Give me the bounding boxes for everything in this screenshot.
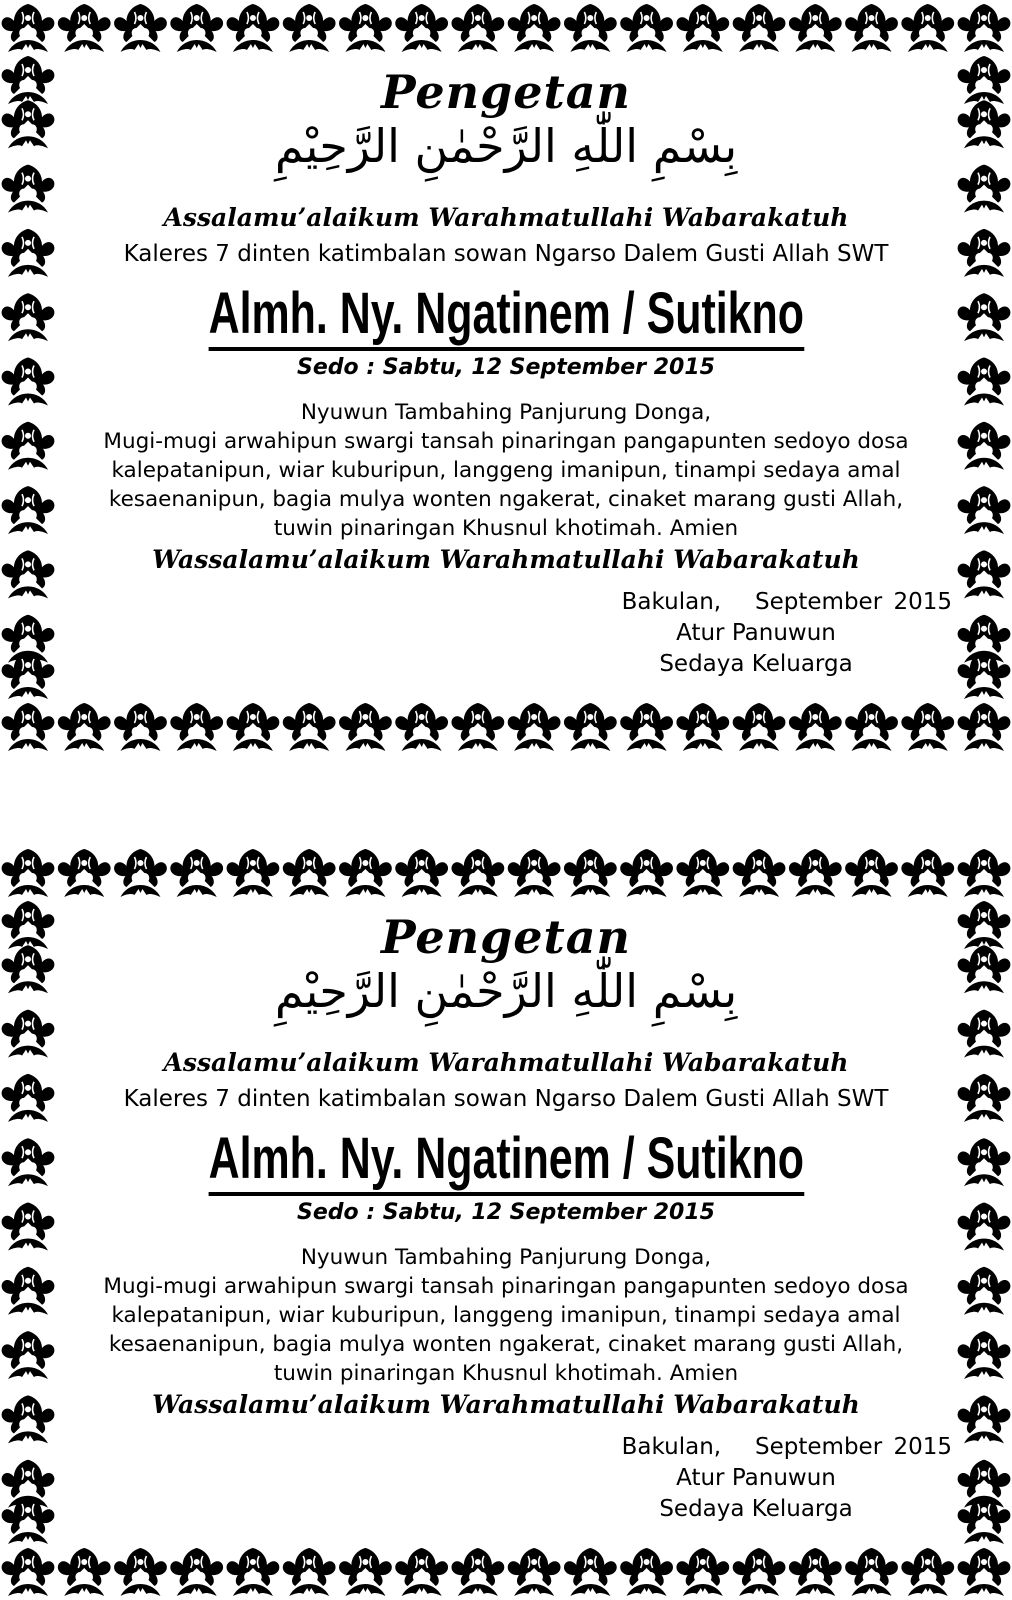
floral-ornament-icon <box>2 486 55 534</box>
floral-ornament-icon <box>227 849 280 897</box>
floral-ornament-icon <box>958 1395 1011 1443</box>
floral-ornament-icon <box>451 1548 504 1596</box>
floral-ornament-icon <box>958 550 1011 598</box>
floral-ornament-icon <box>451 849 504 897</box>
place-date: Bakulan, September 2015 <box>621 1434 952 1460</box>
floral-ornament-icon <box>901 703 954 751</box>
floral-ornament-icon <box>339 703 392 751</box>
floral-ornament-icon <box>2 651 55 699</box>
family-line: Sedaya Keluarga <box>659 1496 853 1522</box>
floral-ornament-icon <box>508 1548 561 1596</box>
floral-ornament-icon <box>283 849 336 897</box>
card-content <box>60 900 952 1545</box>
floral-ornament-icon <box>283 1548 336 1596</box>
floral-ornament-icon <box>958 100 1011 148</box>
floral-ornament-icon <box>620 703 673 751</box>
floral-ornament-icon <box>958 293 1011 341</box>
closing-greeting: Wassalamu’alaikum Warahmatullahi Wabarakatuh <box>152 545 860 574</box>
floral-ornament-icon <box>901 1548 954 1596</box>
prayer-line: Mugi-mugi arwahipun swargi tansah pinaringan pangapunten sedoyo dosa <box>103 429 909 454</box>
floral-ornament-icon <box>2 1203 55 1251</box>
floral-ornament-icon <box>958 229 1011 277</box>
floral-ornament-icon <box>114 1548 167 1596</box>
floral-ornament-icon <box>789 1548 842 1596</box>
floral-ornament-icon <box>733 849 786 897</box>
floral-ornament-icon <box>958 1267 1011 1315</box>
floral-ornament-icon <box>170 4 223 52</box>
floral-ornament-icon <box>901 849 954 897</box>
floral-ornament-icon <box>2 849 55 897</box>
floral-ornament-icon <box>845 4 898 52</box>
floral-ornament-icon <box>2 422 55 470</box>
floral-ornament-icon <box>58 703 111 751</box>
floral-ornament-icon <box>395 4 448 52</box>
floral-ornament-icon <box>170 849 223 897</box>
floral-ornament-icon <box>901 4 954 52</box>
floral-ornament-icon <box>451 703 504 751</box>
floral-ornament-icon <box>620 4 673 52</box>
floral-ornament-icon <box>958 1203 1011 1251</box>
floral-ornament-icon <box>2 550 55 598</box>
floral-ornament-icon <box>114 703 167 751</box>
floral-ornament-icon <box>2 293 55 341</box>
card-content <box>60 55 952 700</box>
floral-ornament-icon <box>58 4 111 52</box>
floral-ornament-icon <box>958 56 1011 104</box>
floral-ornament-icon <box>283 703 336 751</box>
thanks-line: Atur Panuwun <box>676 620 836 646</box>
floral-ornament-icon <box>395 703 448 751</box>
floral-ornament-icon <box>2 1496 55 1544</box>
floral-ornament-icon <box>227 1548 280 1596</box>
floral-ornament-icon <box>733 1548 786 1596</box>
floral-ornament-icon <box>170 1548 223 1596</box>
floral-ornament-icon <box>958 486 1011 534</box>
floral-ornament-icon <box>451 4 504 52</box>
floral-ornament-icon <box>227 4 280 52</box>
prayer-text <box>60 1243 952 1388</box>
floral-ornament-icon <box>339 1548 392 1596</box>
place-date: Bakulan, September 2015 <box>621 589 952 615</box>
floral-ornament-icon <box>114 849 167 897</box>
floral-ornament-icon <box>789 849 842 897</box>
prayer-line: tuwin pinaringan Khusnul khotimah. Amien <box>273 1361 739 1386</box>
floral-ornament-icon <box>958 1331 1011 1379</box>
floral-ornament-icon <box>958 422 1011 470</box>
floral-ornament-icon <box>2 4 55 52</box>
floral-ornament-icon <box>2 100 55 148</box>
opening-greeting: Assalamu’alaikum Warahmatullahi Wabarakatuh <box>163 1048 849 1077</box>
memorial-card <box>0 845 1012 1600</box>
intro-line: Kaleres 7 dinten katimbalan sowan Ngarso Dalem Gusti Allah SWT <box>123 241 889 267</box>
closing-greeting: Wassalamu’alaikum Warahmatullahi Wabarakatuh <box>152 1390 860 1419</box>
prayer-line: kesaenanipun, bagia mulya wonten ngakerat, cinaket marang gusti Allah, <box>108 1332 904 1357</box>
floral-ornament-icon <box>2 1010 55 1058</box>
floral-ornament-icon <box>508 4 561 52</box>
floral-ornament-icon <box>958 1138 1011 1186</box>
floral-ornament-icon <box>508 849 561 897</box>
floral-ornament-icon <box>958 1548 1011 1596</box>
signature-block <box>560 1432 952 1525</box>
floral-ornament-icon <box>620 849 673 897</box>
floral-ornament-icon <box>733 703 786 751</box>
floral-ornament-icon <box>2 703 55 751</box>
floral-ornament-icon <box>676 703 729 751</box>
floral-ornament-icon <box>170 703 223 751</box>
prayer-line: kesaenanipun, bagia mulya wonten ngakerat, cinaket marang gusti Allah, <box>108 487 904 512</box>
floral-ornament-icon <box>958 358 1011 406</box>
floral-ornament-icon <box>564 703 617 751</box>
floral-ornament-icon <box>958 849 1011 897</box>
floral-ornament-icon <box>676 1548 729 1596</box>
floral-ornament-icon <box>620 1548 673 1596</box>
deceased-name: Almh. Ny. Ngatinem / Sutikno <box>60 282 952 351</box>
floral-ornament-icon <box>958 1010 1011 1058</box>
floral-ornament-icon <box>2 1331 55 1379</box>
prayer-text <box>60 398 952 543</box>
floral-ornament-icon <box>227 703 280 751</box>
floral-ornament-icon <box>2 165 55 213</box>
floral-ornament-icon <box>58 1548 111 1596</box>
floral-ornament-icon <box>958 1496 1011 1544</box>
floral-ornament-icon <box>733 4 786 52</box>
floral-ornament-icon <box>564 1548 617 1596</box>
floral-ornament-icon <box>789 703 842 751</box>
basmala-calligraphy: بِسْمِ اللّٰهِ الرَّحْمٰنِ الرَّحِيْمِ <box>274 119 738 173</box>
floral-ornament-icon <box>845 703 898 751</box>
floral-ornament-icon <box>958 165 1011 213</box>
floral-ornament-icon <box>564 849 617 897</box>
floral-ornament-icon <box>2 358 55 406</box>
floral-ornament-icon <box>114 4 167 52</box>
floral-ornament-icon <box>676 4 729 52</box>
floral-ornament-icon <box>58 849 111 897</box>
floral-ornament-icon <box>283 4 336 52</box>
floral-ornament-icon <box>2 1548 55 1596</box>
floral-ornament-icon <box>958 1074 1011 1122</box>
deceased-name: Almh. Ny. Ngatinem / Sutikno <box>60 1127 952 1196</box>
opening-greeting: Assalamu’alaikum Warahmatullahi Wabarakatuh <box>163 203 849 232</box>
memorial-card <box>0 0 1012 755</box>
floral-ornament-icon <box>2 945 55 993</box>
floral-ornament-icon <box>395 1548 448 1596</box>
prayer-line: kalepatanipun, wiar kuburipun, langgeng imanipun, tinampi sedaya amal <box>111 1303 901 1328</box>
floral-ornament-icon <box>958 651 1011 699</box>
floral-ornament-icon <box>845 1548 898 1596</box>
floral-ornament-icon <box>508 703 561 751</box>
floral-ornament-icon <box>2 56 55 104</box>
floral-ornament-icon <box>2 229 55 277</box>
floral-ornament-icon <box>2 1395 55 1443</box>
floral-ornament-icon <box>339 849 392 897</box>
floral-ornament-icon <box>845 849 898 897</box>
floral-ornament-icon <box>958 4 1011 52</box>
floral-ornament-icon <box>958 703 1011 751</box>
floral-ornament-icon <box>958 945 1011 993</box>
prayer-line: Mugi-mugi arwahipun swargi tansah pinaringan pangapunten sedoyo dosa <box>103 1274 909 1299</box>
death-date: Sedo : Sabtu, 12 September 2015 <box>297 355 715 380</box>
floral-ornament-icon <box>2 1267 55 1315</box>
family-line: Sedaya Keluarga <box>659 651 853 677</box>
prayer-line: kalepatanipun, wiar kuburipun, langgeng imanipun, tinampi sedaya amal <box>111 458 901 483</box>
card-title: Pengetan <box>381 65 631 119</box>
floral-ornament-icon <box>395 849 448 897</box>
prayer-line: Nyuwun Tambahing Panjurung Donga, <box>300 1245 712 1270</box>
thanks-line: Atur Panuwun <box>676 1465 836 1491</box>
death-date: Sedo : Sabtu, 12 September 2015 <box>297 1200 715 1225</box>
signature-block <box>560 587 952 680</box>
intro-line: Kaleres 7 dinten katimbalan sowan Ngarso Dalem Gusti Allah SWT <box>123 1086 889 1112</box>
floral-ornament-icon <box>339 4 392 52</box>
floral-ornament-icon <box>676 849 729 897</box>
floral-ornament-icon <box>2 901 55 949</box>
prayer-line: Nyuwun Tambahing Panjurung Donga, <box>300 400 712 425</box>
floral-ornament-icon <box>2 1138 55 1186</box>
card-title: Pengetan <box>381 910 631 964</box>
floral-ornament-icon <box>789 4 842 52</box>
floral-ornament-icon <box>2 1074 55 1122</box>
basmala-calligraphy: بِسْمِ اللّٰهِ الرَّحْمٰنِ الرَّحِيْمِ <box>274 964 738 1018</box>
prayer-line: tuwin pinaringan Khusnul khotimah. Amien <box>273 516 739 541</box>
floral-ornament-icon <box>958 901 1011 949</box>
floral-ornament-icon <box>564 4 617 52</box>
